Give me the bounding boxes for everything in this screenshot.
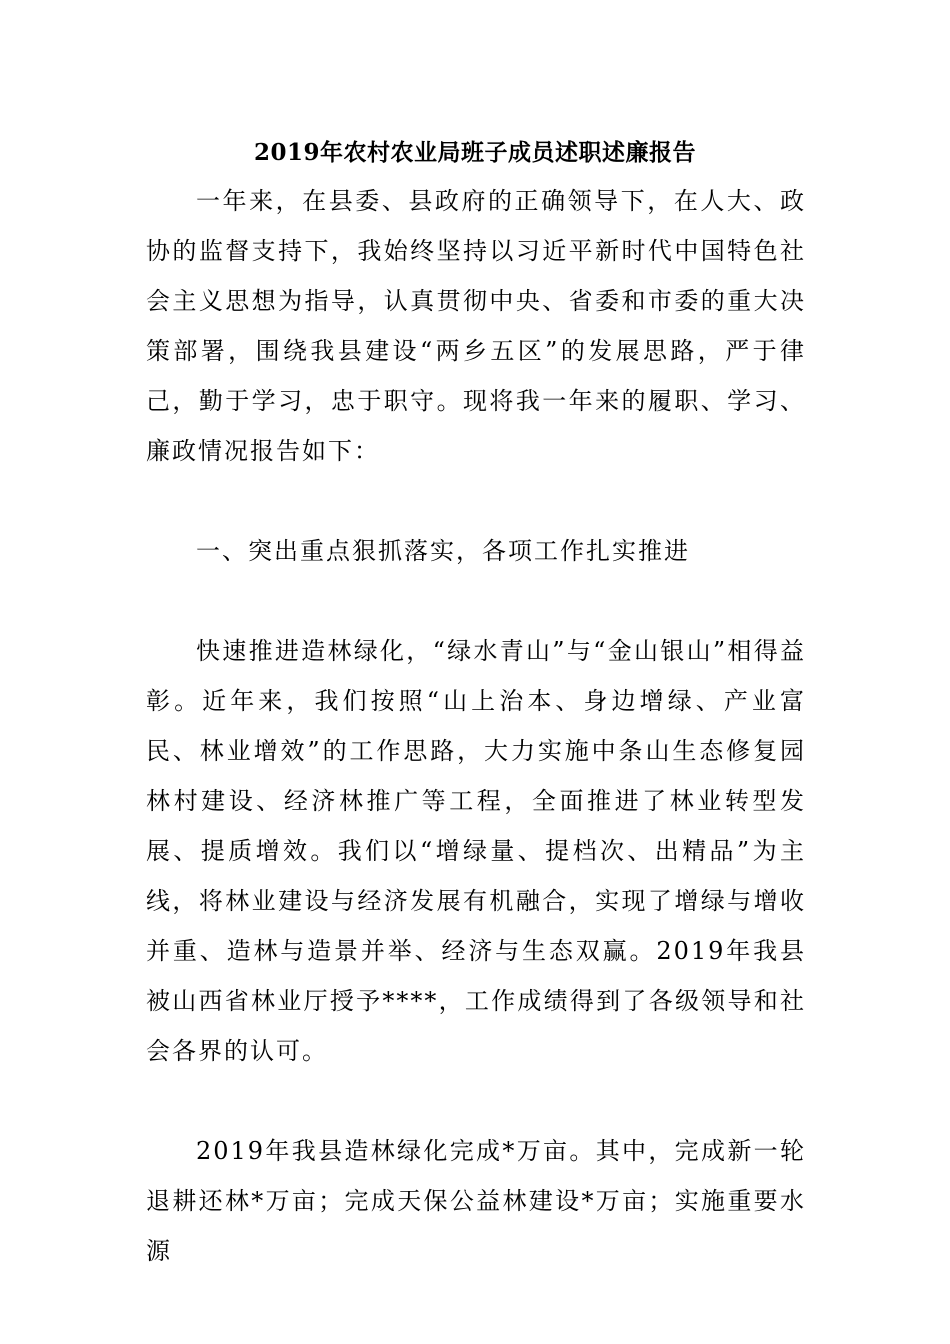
forestry-paragraph: 快速推进造林绿化，“绿水青山”与“金山银山”相得益彰。近年来，我们按照“山上治本、身边增绿、产业富民、林业增效”的工作思路，大力实施中条山生态修复园林村建设、经济林推广等工程，全面推进了林业转型发展、提质增效。我们以“增绿量、提档次、出精品”为主线，将林业建设与经济发展有机融合，实现了增绿与增收并重、造林与造景并举、经济与生态双赢。2019年我县被山西省林业厅授予****，工作成绩得到了各级领导和社会各界的认可。: [146, 637, 806, 1065]
afforestation-paragraph: 2019年我县造林绿化完成*万亩。其中，完成新一轮退耕还林*万亩；完成天保公益林建设*万亩；实施重要水源: [146, 1137, 806, 1265]
intro-paragraph: 一年来，在县委、县政府的正确领导下，在人大、政协的监督支持下，我始终坚持以习近平新时代中国特色社会主义思想为指导，认真贯彻中央、省委和市委的重大决策部署，围绕我县建设“两乡五区”的发展思路，严于律己，勤于学习，忠于职守。现将我一年来的履职、学习、廉政情况报告如下：: [146, 187, 806, 465]
section-heading: 一、突出重点狠抓落实，各项工作扎实推进: [196, 537, 690, 565]
document-title: 2019年农村农业局班子成员述职述廉报告: [253, 139, 696, 166]
